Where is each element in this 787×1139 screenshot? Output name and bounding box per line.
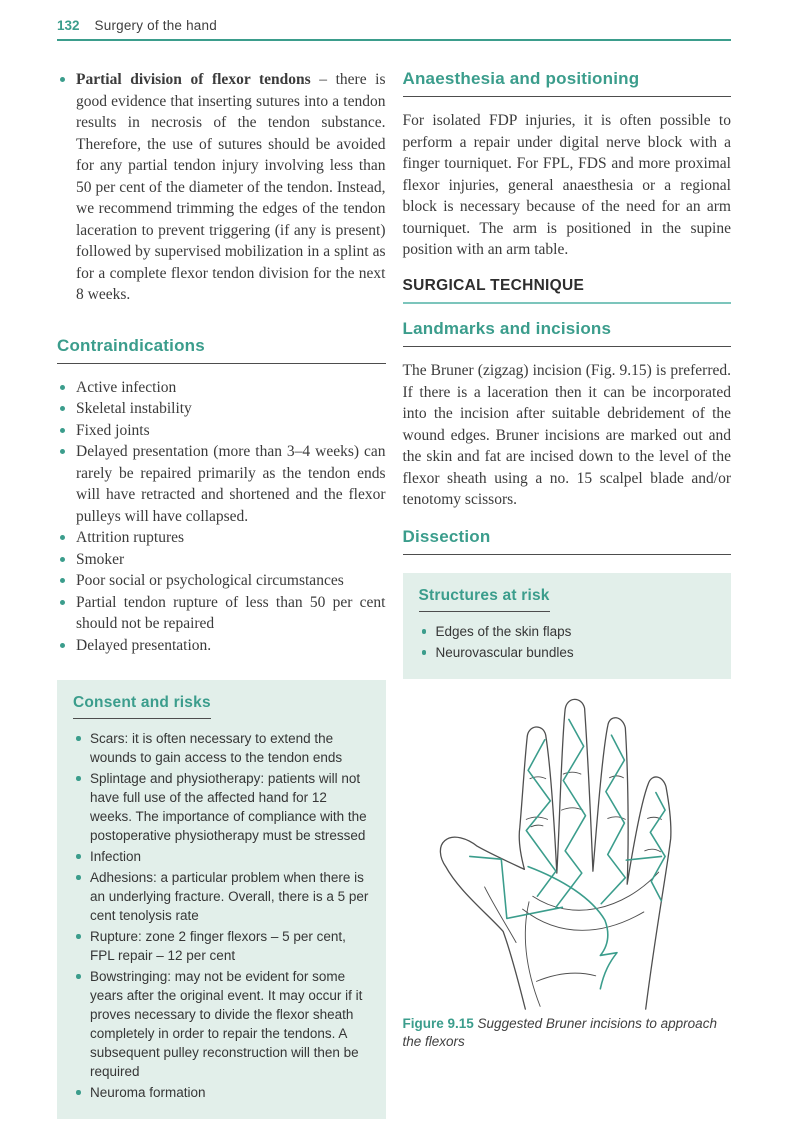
list-item: Fixed joints: [57, 420, 386, 442]
right-column: [403, 69, 732, 1119]
list-item: Neuroma formation: [73, 1083, 371, 1102]
list-item: Skeletal instability: [57, 398, 386, 420]
figure-caption: [403, 1015, 732, 1051]
structures-box-title: Structures at risk: [419, 587, 550, 612]
lead-bullet-item: [57, 69, 386, 306]
figure-label: Figure 9.15: [402, 1016, 474, 1032]
hand-figure: [403, 687, 732, 1051]
heading-rule: [403, 554, 732, 555]
lead-bullet-text: – there is good evidence that inserting sutures into a tendon results in necrosis of the tendon substance. Therefore, the use of sutures should be avoided for any partial tendon injury involving less than 50 per cent of the diameter of the tendon. Instead, we recommend trimming the edges of the tendon laceration to prevent triggering (if any is present) followed by supervised mobilization in a splint as for a complete flexor tendon division for the next 8 weeks.: [76, 71, 386, 303]
list-item: Neurovascular bundles: [419, 643, 717, 662]
list-item: Partial tendon rupture of less than 50 per cent should not be repaired: [57, 592, 386, 635]
heading-rule: [57, 363, 386, 364]
contraindications-heading: Contraindications: [57, 335, 205, 355]
list-item: Smoker: [57, 549, 386, 571]
consent-box: [57, 680, 386, 1119]
two-column-layout: [57, 69, 731, 1119]
list-item: Delayed presentation (more than 3–4 weeks) can rarely be repaired primarily as the tendon ends will have retracted and shortened and the flexor pulleys will have collapsed.: [57, 441, 386, 527]
list-item: Scars: it is often necessary to extend the wounds to gain access to the tendon ends: [73, 729, 371, 767]
structures-at-risk-box: [403, 573, 732, 679]
heading-rule: [403, 96, 732, 97]
anaesthesia-heading: Anaesthesia and positioning: [402, 69, 640, 88]
list-item: Edges of the skin flaps: [419, 622, 717, 641]
anaesthesia-paragraph: For isolated FDP injuries, it is often possible to perform a repair under digital nerve block with a finger tourniquet. For FPL, FDS and more proximal flexor injuries, general anaesthesia or a regional block is necessary because of the need for an arm tourniquet. The arm is positioned in the supine position with an arm table.: [402, 112, 731, 259]
left-column: [57, 69, 386, 1119]
landmarks-heading: Landmarks and incisions: [402, 318, 612, 338]
list-item: Poor social or psychological circumstances: [57, 570, 386, 592]
list-item: Splintage and physiotherapy: patients will not have full use of the affected hand for 12 weeks. The importance of compliance with the postoperative physiotherapy must be stressed: [73, 769, 371, 845]
running-head: Surgery of the hand: [94, 18, 217, 33]
landmarks-paragraph: The Bruner (zigzag) incision (Fig. 9.15) is preferred. If there is a laceration then it can be incorporated into the incision after suitable debridement of the wound edges. Bruner incisions are marked out and the skin and fat are incised down to the level of the flexor sheath using a no. 15 scalpel blade and/or tenotomy scissors.: [402, 362, 731, 509]
lead-bullet-bold-text: Partial division of flexor tendons: [76, 71, 311, 88]
list-item: Delayed presentation.: [57, 635, 386, 657]
consent-box-title: Consent and risks: [73, 694, 211, 719]
header-rule: [57, 39, 731, 41]
page-number: 132: [57, 18, 80, 33]
list-item: Attrition ruptures: [57, 527, 386, 549]
structures-list: [419, 622, 717, 662]
dissection-heading: Dissection: [402, 526, 491, 546]
list-item: Infection: [73, 847, 371, 866]
hand-drawing-svg: [428, 687, 706, 1011]
list-item: Active infection: [57, 377, 386, 399]
surgical-technique-rule: [403, 302, 732, 304]
figure-caption-text: Suggested Bruner incisions to approach the flexors: [402, 1016, 717, 1050]
consent-list: [73, 729, 371, 1102]
list-item: Rupture: zone 2 finger flexors – 5 per cent, FPL repair – 12 per cent: [73, 927, 371, 965]
list-item: Bowstringing: may not be evident for some years after the original event. It may occur if it proves necessary to divide the flexor sheath completely in order to repair the tendons. A subsequent pulley reconstruction will then be required: [73, 967, 371, 1081]
hand-drawing: [403, 687, 732, 1011]
surgical-technique-heading: SURGICAL TECHNIQUE: [402, 276, 585, 294]
list-item: Adhesions: a particular problem when there is an underlying fracture. Overall, there is a 5 per cent tenolysis rate: [73, 868, 371, 925]
heading-rule: [403, 346, 732, 347]
contraindications-list: [57, 377, 386, 657]
page-header: [57, 16, 731, 41]
